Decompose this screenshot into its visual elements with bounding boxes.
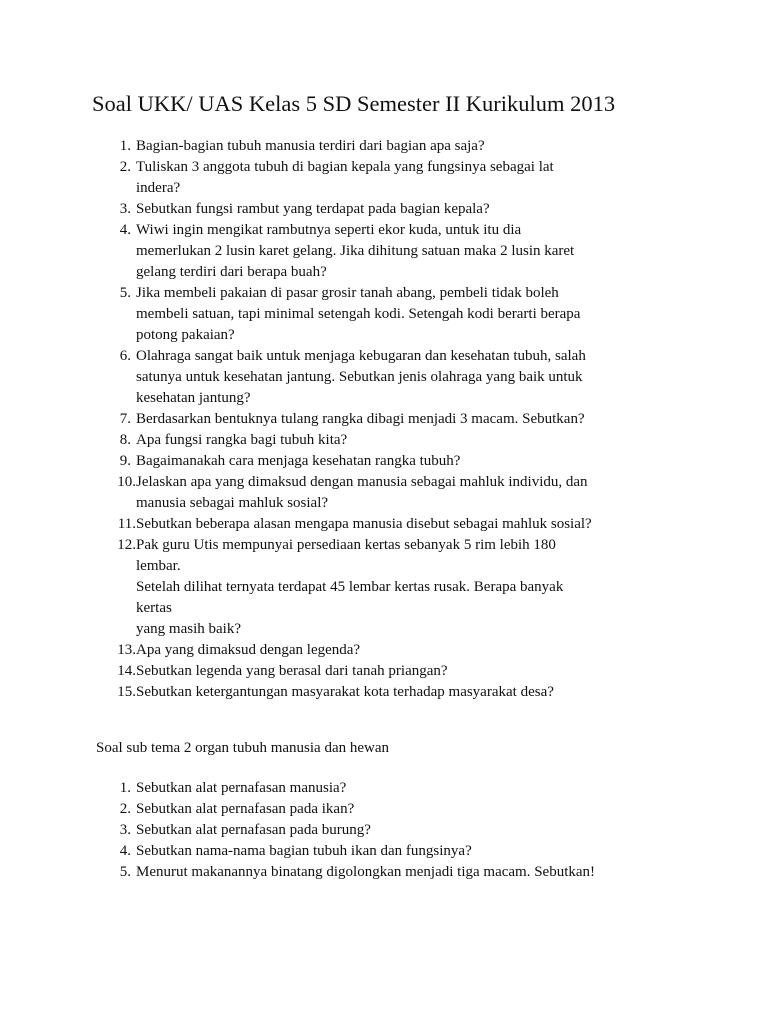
item-text-line: Pak guru Utis mempunyai persediaan kertas sebanyak 5 rim lebih 180	[136, 537, 556, 553]
item-text-line: Sebutkan nama-nama bagian tubuh ikan dan fungsinya?	[136, 843, 472, 859]
item-number: 3.	[119, 822, 131, 838]
item-text-line: potong pakaian?	[136, 327, 235, 343]
document-title: Soal UKK/ UAS Kelas 5 SD Semester II Kurikulum 2013	[92, 91, 616, 116]
item-number: 9.	[119, 453, 131, 469]
list-item	[0, 661, 700, 682]
item-text-line: memerlukan 2 lusin karet gelang. Jika dihitung satuan maka 2 lusin karet	[136, 243, 575, 259]
item-text-line: Sebutkan ketergantungan masyarakat kota terhadap masyarakat desa?	[136, 684, 554, 700]
item-text-line: Bagaimanakah cara menjaga kesehatan rangka tubuh?	[136, 453, 461, 469]
item-text-line: Berdasarkan bentuknya tulang rangka dibagi menjadi 3 macam. Sebutkan?	[136, 411, 585, 427]
item-number: 3.	[119, 201, 131, 217]
item-text-line: Sebutkan fungsi rambut yang terdapat pada bagian kepala?	[136, 201, 490, 217]
item-number: 6.	[119, 348, 131, 364]
sub-question-list	[0, 778, 700, 883]
item-text-line: Sebutkan alat pernafasan pada burung?	[136, 822, 371, 838]
item-number: 13.	[117, 642, 136, 658]
item-number: 5.	[119, 285, 131, 301]
list-item	[0, 799, 700, 820]
item-number: 1.	[119, 138, 131, 154]
item-text-line: Tuliskan 3 anggota tubuh di bagian kepala yang fungsinya sebagai lat	[136, 159, 554, 175]
item-number: 12.	[117, 537, 136, 553]
item-text-line: indera?	[136, 180, 181, 196]
list-item	[0, 346, 700, 409]
item-text-line: Sebutkan alat pernafasan manusia?	[136, 780, 347, 796]
item-text-line: Apa yang dimaksud dengan legenda?	[136, 642, 361, 658]
list-item	[0, 157, 700, 199]
item-number: 2.	[119, 159, 131, 175]
item-text-line: Bagian-bagian tubuh manusia terdiri dari bagian apa saja?	[136, 138, 485, 154]
item-number: 4.	[119, 222, 131, 238]
list-item	[0, 199, 700, 220]
section-subtitle: Soal sub tema 2 organ tubuh manusia dan hewan	[96, 740, 389, 756]
item-text-line: Jelaskan apa yang dimaksud dengan manusia sebagai mahluk individu, dan	[136, 474, 588, 490]
item-text-line: Sebutkan beberapa alasan mengapa manusia disebut sebagai mahluk sosial?	[136, 516, 592, 532]
item-number: 10.	[117, 474, 136, 490]
item-text-line: lembar.	[136, 558, 181, 574]
item-text-line: Apa fungsi rangka bagi tubuh kita?	[136, 432, 348, 448]
item-text-line: Setelah dilihat ternyata terdapat 45 lembar kertas rusak. Berapa banyak	[136, 579, 564, 595]
item-number: 8.	[119, 432, 131, 448]
list-item	[0, 472, 700, 514]
item-text-line: membeli satuan, tapi minimal setengah kodi. Setengah kodi berarti berapa	[136, 306, 581, 322]
list-item	[0, 535, 700, 640]
list-item	[0, 451, 700, 472]
item-text-line: Sebutkan alat pernafasan pada ikan?	[136, 801, 355, 817]
item-text-line: Wiwi ingin mengikat rambutnya seperti ekor kuda, untuk itu dia	[136, 222, 522, 238]
item-number: 14.	[117, 663, 136, 679]
item-text-line: gelang terdiri dari berapa buah?	[136, 264, 327, 280]
item-text-line: kertas	[136, 600, 172, 616]
list-item	[0, 820, 700, 841]
item-text-line: kesehatan jantung?	[136, 390, 251, 406]
item-text-line: yang masih baik?	[136, 621, 241, 637]
list-item	[0, 136, 700, 157]
item-number: 11.	[117, 516, 136, 532]
item-number: 1.	[119, 780, 131, 796]
item-text-line: Sebutkan legenda yang berasal dari tanah priangan?	[136, 663, 448, 679]
list-item	[0, 640, 700, 661]
item-text-line: satunya untuk kesehatan jantung. Sebutkan jenis olahraga yang baik untuk	[136, 369, 583, 385]
item-number: 2.	[119, 801, 131, 817]
item-number: 7.	[119, 411, 131, 427]
list-item	[0, 778, 700, 799]
item-number: 15.	[117, 684, 136, 700]
list-item	[0, 514, 700, 535]
list-item	[0, 430, 700, 451]
item-text-line: manusia sebagai mahluk sosial?	[136, 495, 329, 511]
list-item	[0, 283, 700, 346]
item-text-line: Jika membeli pakaian di pasar grosir tanah abang, pembeli tidak boleh	[136, 285, 559, 301]
list-item	[0, 862, 700, 883]
list-item	[0, 409, 700, 430]
list-item	[0, 220, 700, 283]
question-list	[0, 136, 700, 703]
item-text-line: Menurut makanannya binatang digolongkan menjadi tiga macam. Sebutkan!	[136, 864, 596, 880]
item-text-line: Olahraga sangat baik untuk menjaga kebugaran dan kesehatan tubuh, salah	[136, 348, 586, 364]
list-item	[0, 841, 700, 862]
list-item	[0, 682, 700, 703]
item-number: 5.	[119, 864, 131, 880]
item-number: 4.	[119, 843, 131, 859]
